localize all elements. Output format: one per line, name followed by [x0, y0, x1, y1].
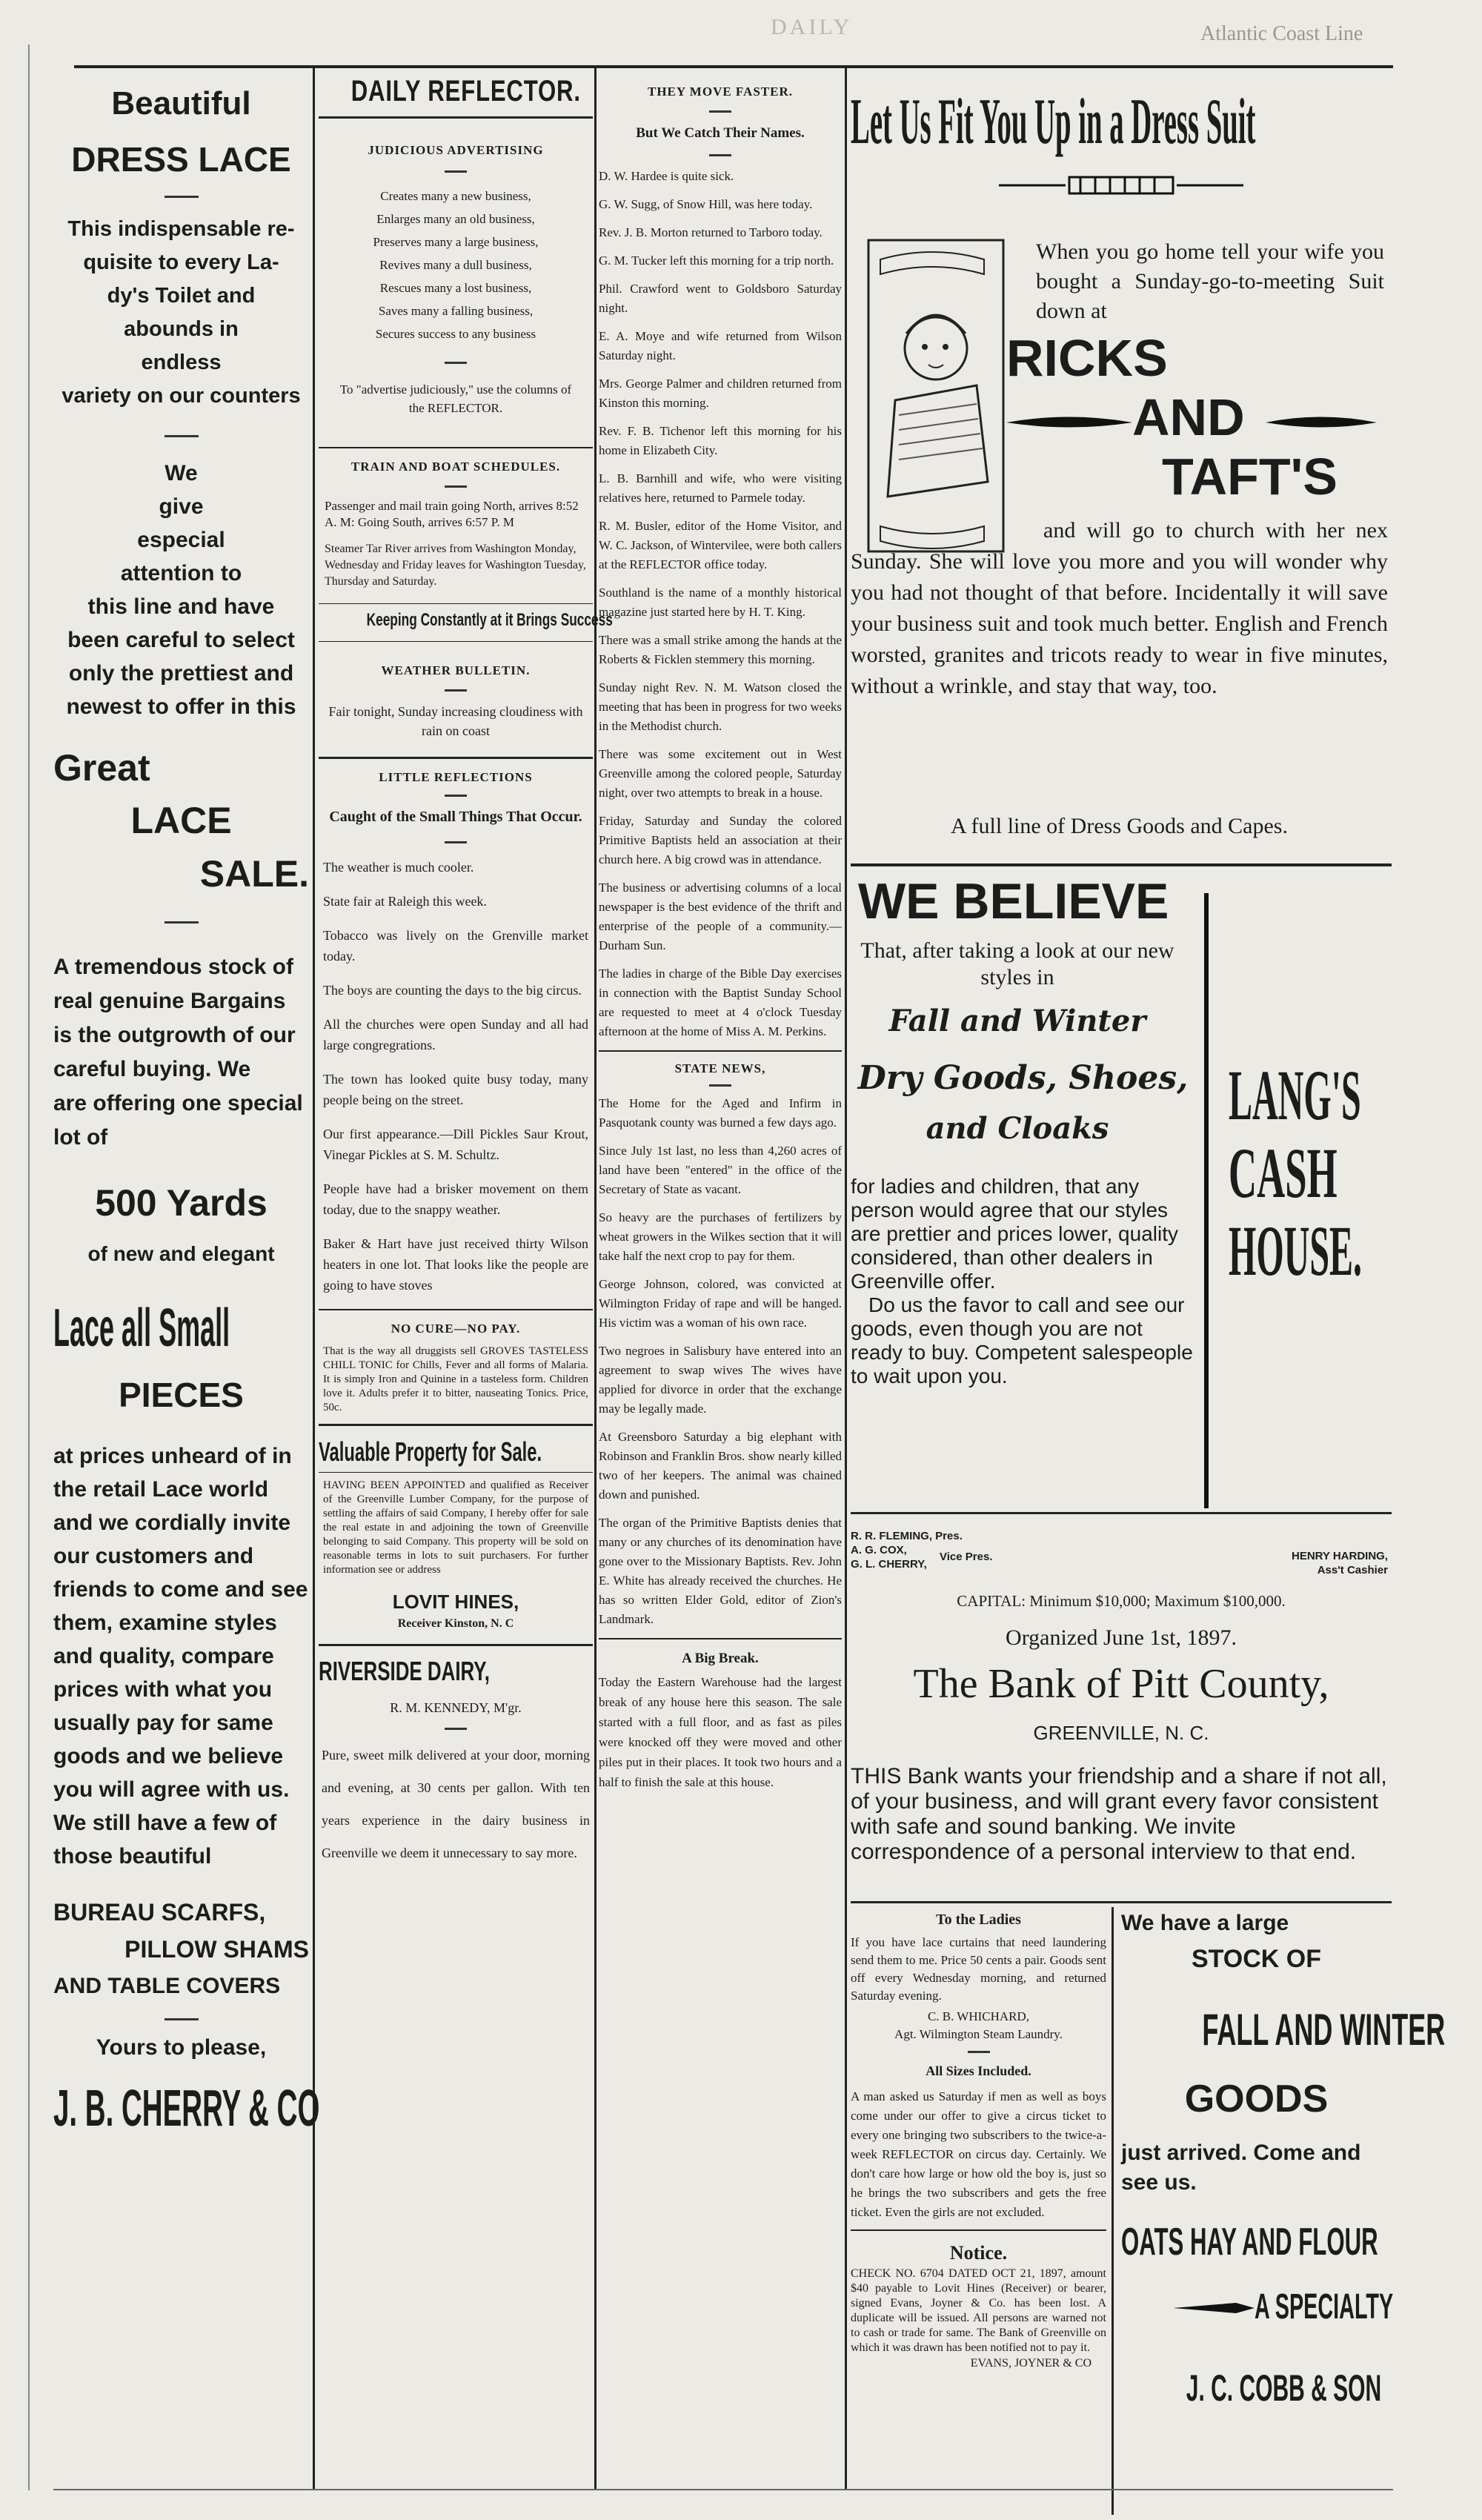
nocure-text: That is the way all druggists sell GROVES TASTELESS CHILL TONIC for Chills, Fever and all forms of Malaria. It is simply Iron and Quinine in a tasteless form. Children love it. Adults prefer it to bitter, nauseating Tonics. Price, 50c.	[323, 1345, 588, 1413]
divider	[165, 921, 199, 924]
valuable-text: HAVING BEEN APPOINTED and qualified as Receiver of the Greenville Lumber Company, for the purpose of settling the affairs of said Company, I hereby offer for sale the real estate in and adjoining the town of Greenville belonging to said Company. This property will be sold on reasonable terms in lots to suit purchasers. For further information see or address	[323, 1479, 588, 1576]
intro-text: This indispensable re- quisite to every La- dy's Toilet and abounds in endless variety on our counters	[62, 217, 301, 408]
reflector-column	[319, 70, 613, 2494]
great-heading: Great	[53, 747, 150, 789]
rule	[319, 116, 593, 119]
rule	[319, 603, 593, 604]
divider	[445, 170, 467, 173]
lace-small-heading: Lace all Small	[53, 1299, 230, 1358]
divider	[968, 2051, 990, 2053]
yours-to-please: Yours to please,	[96, 2035, 267, 2060]
advertising-lines: Creates many a new business, Enlarges many an old business, Preserves many a large business, Revives many a dull business, Rescues many a lost business, Saves many a falling business, Secures success to any business	[373, 189, 539, 341]
woman-reading-illustration	[865, 237, 1006, 556]
divider	[165, 435, 199, 437]
rule	[319, 1472, 593, 1473]
little-reflections-heading: LITTLE REFLECTIONS	[379, 770, 533, 784]
bank-officers-left: R. R. FLEMING, Pres. A. G. COX, G. L. CHERRY,	[851, 1530, 963, 1571]
ladies-text: If you have lace curtains that need laundering send them to me. Price 50 cents a pair. Goods sent off every Wednesday morning, and returned Saturday evening.	[851, 1935, 1106, 2003]
suit-intro: When you go home tell your wife you bought a Sunday-go-to-meeting Suit down at	[1036, 239, 1384, 323]
big-break-text: Today the Eastern Warehouse had the largest break of any house here this season. The sale started with a full floor, and as fast as piles were knocked off they were moved and other piles put in their places. It took two hours and a half to finish the sale at this house.	[599, 1675, 842, 1789]
table-covers: AND TABLE COVERS	[53, 1974, 281, 1998]
lovit-hines: LOVIT HINES,	[392, 1591, 519, 1613]
rule	[319, 447, 593, 448]
fall-winter: Fall and Winter	[888, 1004, 1146, 1038]
receiver-line: Receiver Kinston, N. C	[397, 1617, 514, 1630]
we-believe-heading: WE BELIEVE	[858, 873, 1169, 929]
bank-text: THIS Bank wants your friendship and a share if not all, of your business, and will grant every favor consistent with safe and sound banking. We invite correspondence of a personal interview to that end.	[851, 1764, 1387, 1864]
divider	[709, 110, 731, 113]
sizes-heading: All Sizes Included.	[926, 2063, 1031, 2078]
bureau-scarfs: BUREAU SCARFS,	[53, 1899, 266, 1926]
evans-joyner: EVANS, JOYNER & CO	[970, 2357, 1091, 2370]
and: AND	[1132, 388, 1245, 446]
steamer-schedule: Steamer Tar River arrives from Washington Monday, Wednesday and Friday leaves for Washington Tuesday, Thursday and Saturday.	[325, 543, 586, 588]
top-rule	[74, 65, 1393, 68]
personal-items: D. W. Hardee is quite sick. G. W. Sugg, of Snow Hill, was here today. Rev. J. B. Morton returned to Tarboro today. G. M. Tucker left this morning for a trip north. Phil. Crawford went to Goldsboro Saturday night. E. A. Moye and wife returned from Wilson Saturday night. Mrs. George Palmer and children returned from Kinston this morning. Rev. F. B. Tichenor left this morning for his home in Elizabeth City. L. B. Barnhill and wife, who were visiting relatives here, returned to Parmele today. R. M. Busler, editor of the Home Visitor, and W. C. Jackson, of Wintervilee, were both callers at the REFLECTOR office today. Southland is the name of a monthly historical magazine just started here by H. T. King. There was a small strike among the hands at the Roberts & Ficklen stemmery this morning. Sunday night Rev. N. M. Watson closed the meeting that has been in progress for two weeks in the Methodist church. There was some excitement out in West Greenville among the colored people, Saturday night, over two attempts to break in a house. Friday, Saturday and Sunday the colored Primitive Baptists held an association at their church here. A big crowd was in attendance. The business or advertising columns of a local newspaper is the best evidence of the thrift and enterprise of the people of a community.—Durham Sun. The ladies in charge of the Bible Day exercises in connection with the Baptist Sunday School are requested to meet at 4 o'clock Tuesday afternoon at the home of Miss A. M. Perkins.	[599, 169, 842, 1038]
divider	[445, 485, 467, 488]
ladies-heading: To the Ladies	[936, 1911, 1021, 1928]
rule	[599, 1638, 842, 1639]
keeping-slogan: Keeping Constantly at it Brings Success	[366, 610, 613, 630]
masthead-faint-left: DAILY	[771, 15, 853, 39]
dry-goods-shoes: Dry Goods, Shoes,	[857, 1059, 1189, 1097]
advertise-note: To "advertise judiciously," use the columns of the REFLECTOR.	[339, 382, 572, 415]
cobb-ad: We have a large STOCK OF FALL AND WINTER GOODS just arrived. Come and see us. OATS HAY AND FLOUR A SPECIALTY J. C. COBB & SON	[1121, 1911, 1446, 2409]
capital-line: CAPITAL: Minimum $10,000; Maximum $100,000.	[957, 1592, 1286, 1610]
divider	[445, 362, 467, 364]
rule	[851, 1512, 1392, 1514]
lower-divider	[1112, 1907, 1114, 2515]
rule	[319, 641, 593, 642]
flourish-right	[1266, 411, 1377, 434]
cloaks: and Cloaks	[926, 1111, 1109, 1146]
divider	[445, 841, 467, 843]
little-reflections-items: The weather is much cooler. State fair at Raleigh this week. Tobacco was lively on the Grenville market today. The boys are counting the days to the big circus. All the churches were open Sunday and all had large congregrations. The town has looked quite busy today, many people being on the street. Our first appearance.—Dill Pickles Saur Krout, Vinegar Pickles at S. M. Schultz. People have had a brisker movement on them today, due to the snappy weather. Baker & Hart have just received thirty Wilson heaters in one lot. That looks like the people are going to have stoves	[323, 860, 588, 1293]
dress-suit-headline: Let Us Fit You Up in a Dress Suit	[851, 86, 1256, 158]
divider	[445, 795, 467, 797]
believe-text: for ladies and children, that any person would agree that our styles are prettier and prices lower, quality considered, than other dealers in Greenville offer.	[851, 1175, 1178, 1293]
rule	[851, 1901, 1392, 1903]
laundry: Agt. Wilmington Steam Laundry.	[894, 2027, 1063, 2041]
col-divider-2	[594, 65, 597, 2489]
bottom-rule	[53, 2489, 1393, 2490]
vice-pres: Vice Pres.	[940, 1551, 993, 1563]
divider	[709, 154, 731, 156]
rule	[599, 1050, 842, 1052]
dairy-text: Pure, sweet milk delivered at your door, morning and evening, at 30 cents per gallon. With ten years experience in the dairy business in Greenville we deem it unnecessary to say more.	[322, 1748, 590, 1860]
masthead-faint-right: Atlantic Coast Line	[1200, 22, 1363, 45]
lower-notices	[851, 1909, 1106, 2372]
state-news-items: The Home for the Aged and Infirm in Pasquotank county was burned a few days ago. Since July 1st last, no less than 4,260 acres of land have been "entered" in the office of the Secretary of State as vacant. So heavy are the purchases of fertilizers by wheat growers in the Wilkes section that it will take half the next crop to pay for them. George Johnson, colored, was convicted at Wilmington Friday of rape and will be hanged. His victim was a woman of his own race. Two negroes in Salisbury have entered into an agreement to swap wives The wives have applied for divorce in order that the exchange may be legally made. At Greensboro Saturday a big elephant with Robinson and Franklin Bros. show nearly killed two of her keepers. The animal was chained down and punished. The organ of the Primitive Baptists denies that many or any churches of its denomination have gone over to the Missionary Baptists. Rev. John E. White has already received the churches. He has so written Elder Gold, editor of Zion's Landmark.	[599, 1096, 842, 1626]
suit-full-line: A full line of Dress Goods and Capes.	[951, 814, 1288, 838]
whichard: C. B. WHICHARD,	[927, 2009, 1030, 2023]
we-believe-divider	[1204, 893, 1209, 1508]
move-faster-heading: THEY MOVE FASTER.	[648, 84, 793, 99]
rule	[319, 757, 593, 759]
bank-city: GREENVILLE, N. C.	[1033, 1722, 1209, 1744]
divider	[165, 2018, 199, 2020]
big-break-heading: A Big Break.	[682, 1651, 759, 1666]
judicious-heading: JUDICIOUS ADVERTISING	[368, 143, 544, 157]
rule	[319, 1309, 593, 1310]
lace-sale-ad	[53, 82, 320, 2490]
bank-officers-right: HENRY HARDING, Ass't Cashier	[1291, 1550, 1388, 1576]
prices-text: at prices unheard of in the retail Lace world and we cordially invite our customers and friends to come and see them, examine styles and quality, compare prices with what you usually pay for same goods and we believe you will agree with us. We still have a few of those beautiful	[53, 1444, 308, 1869]
lace-heading: LACE	[130, 800, 232, 841]
reflector-title: DAILY REFLECTOR.	[350, 75, 581, 107]
yards-heading: 500 Yards	[95, 1182, 268, 1224]
believe-text-2: Do us the favor to call and see our goods, even though you are not ready to buy. Competent salespeople to wait upon you.	[851, 1293, 1193, 1387]
valuable-heading: Valuable Property for Sale.	[319, 1436, 542, 1467]
train-schedule: Passenger and mail train going North, arrives 8:52 A. M: Going South, arrives 6:57 P. M	[325, 499, 579, 529]
kennedy-line: R. M. KENNEDY, M'gr.	[390, 1700, 522, 1715]
divider	[709, 1084, 731, 1087]
new-elegant: of new and elegant	[87, 1242, 275, 1265]
flourish-left	[1006, 411, 1132, 434]
weather-heading: WEATHER BULLETIN.	[381, 663, 531, 677]
ornament-flourish	[851, 167, 1392, 204]
organized-line: Organized June 1st, 1897.	[1006, 1625, 1237, 1650]
left-edge	[28, 44, 30, 2490]
nocure-heading: NO CURE—NO PAY.	[391, 1322, 521, 1336]
notice-text: CHECK NO. 6704 DATED OCT 21, 1897, amount $40 payable to Lovit Hines (Receiver) or bearer, signed Evans, Joyner & Co. has been lost. A duplicate will be issued. All persons are warned not to cash or trade for same. The Bank of Greenville on which it was drawn has been notified not to pay it.	[851, 2267, 1106, 2354]
bank-name: The Bank of Pitt County,	[913, 1661, 1329, 1707]
rule	[851, 2229, 1106, 2231]
divider	[445, 689, 467, 692]
tafts: TAFT'S	[1162, 448, 1338, 505]
tremendous-text: A tremendous stock of real genuine Bargains is the outgrowth of our careful buying. We are offering one special lot of	[53, 955, 303, 1150]
little-reflections-sub: Caught of the Small Things That Occur.	[329, 809, 582, 825]
weather-text: Fair tonight, Sunday increasing cloudiness with rain on coast	[328, 704, 583, 738]
notice-heading: Notice.	[949, 2242, 1008, 2264]
attention-text: We give especial attention to this line and have been careful to select only the prettiest and newest to offer in this	[66, 461, 296, 719]
local-news-column	[599, 70, 842, 2494]
train-heading: TRAIN AND BOAT SCHEDULES.	[350, 460, 561, 474]
ricks: RICKS	[1006, 329, 1168, 387]
col-divider-3	[845, 65, 847, 2489]
right-ads-column	[851, 70, 1446, 2494]
pointing-hand-icon	[1173, 2297, 1255, 2319]
after-text: That, after taking a look at our new styles in	[860, 938, 1174, 989]
riverside-dairy-heading: RIVERSIDE DAIRY,	[319, 1656, 490, 1686]
divider	[445, 1728, 467, 1730]
dress-lace-heading: DRESS LACE	[71, 140, 291, 179]
beautiful-heading: Beautiful	[111, 85, 251, 122]
pillow-shams: PILLOW SHAMS	[124, 1936, 309, 1963]
pieces-heading: PIECES	[119, 1376, 244, 1414]
suit-rest: and will go to church with her nex Sunday. She will love you more and you will wonder why you had not thought of that before. Incidentally it will save your business suit and took much better. English and French worsted, granites and tricots ready to wear in five minutes, without a wrinkle, and stay that way, too.	[851, 518, 1388, 698]
move-faster-sub: But We Catch Their Names.	[636, 125, 805, 141]
langs-cash-house: LANG'S CASH HOUSE.	[1229, 1055, 1363, 1290]
rule	[319, 1644, 593, 1646]
rule	[319, 1424, 593, 1426]
state-news-heading: STATE NEWS,	[674, 1061, 766, 1075]
sizes-text: A man asked us Saturday if men as well as boys come under our offer to give a circus ticket to every one bringing two subscribers to the twice-a-week REFLECTOR on circus day. Certainly. We don't care how large or how old the boy is, just so he brings the two subscribers and gets the free ticket. Even the girls are not excluded.	[851, 2089, 1106, 2219]
rule	[851, 863, 1392, 866]
cherry-signature: J. B. CHERRY & CO	[53, 2079, 320, 2137]
sale-heading: SALE.	[199, 853, 309, 895]
divider	[165, 196, 199, 198]
